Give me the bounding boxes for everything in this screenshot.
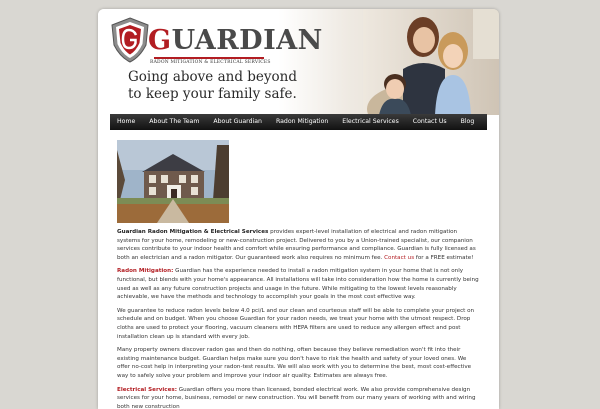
nav-about-guardian[interactable]: About Guardian [206, 114, 269, 130]
tagline-line-1: Going above and beyond [128, 69, 297, 86]
logo-subtitle: RADON MITIGATION & ELECTRICAL SERVICES [150, 60, 271, 65]
nav-home[interactable]: Home [110, 114, 142, 130]
nav-electrical-services[interactable]: Electrical Services [335, 114, 406, 130]
nav-blog[interactable]: Blog [454, 114, 482, 130]
logo-word: UARDIAN [172, 25, 323, 56]
guardian-shield-logo-icon[interactable] [110, 17, 150, 63]
logo-letter: G [148, 25, 172, 56]
owners-paragraph: Many property owners discover radon gas and then do nothing, often because they believe remediation won't fit into their existing maintenance budget. Guardian helps make sure you don't have to risk the health and safety of your loved ones. We offer no-cost help in interpreting your radon-test results. We will also work with you to determine the best, most cost-effective way to safely solve your problem and improve your indoor air quality. Estimates are always free. [117, 346, 479, 380]
main-content [117, 228, 479, 409]
contact-us-link[interactable]: Contact us [384, 255, 414, 261]
radon-text: Guardian has the experience needed to install a radon mitigation system in your home that is not only functional, but blends with your home's appearance. All installations will take into consideration how the home is currently being used as well as any future construction projects and usage in the future. While mitigating to the lowest levels reasonably achievable, we have the methods and technology to accomplish your goals in the most cost effective way. [117, 268, 479, 300]
family-photo [363, 9, 499, 115]
nav-radon-mitigation[interactable]: Radon Mitigation [269, 114, 335, 130]
logo-underline [154, 57, 264, 59]
guarantee-paragraph: We guarantee to reduce radon levels below 4.0 pci/L and our clean and courteous staff will be able to complete your project on schedule and on budget. When you choose Guardian for your radon needs, we treat your home with the utmost respect. Drop cloths are used to protect your flooring, vacuum cleaners with HEPA filters are used to reduce any allergen effect and post installation clean up is standard with every job. [117, 307, 479, 341]
electrical-text: Guardian offers you more than licensed, bonded electrical work. We also provide comprehensive design services for your home, business, remodel or new construction. You will benefit from our many years of working with and wiring both new construction [117, 387, 476, 409]
house-photo [117, 140, 229, 223]
intro-text: provides expert-level installation of electrical and radon mitigation systems for your home, remodeling or new-construction project. Delivered to you by a Union-trained specialist, our companion services contribute to your indoor health and comfort while ensuring performance and compliance. Guardian is fully licensed as both an electrician and a radon mitigator. Our guaranteed work also requires no minimum fee. [117, 229, 476, 261]
electrical-label: Electrical Services: [117, 387, 177, 393]
page-container [98, 9, 499, 409]
radon-paragraph [117, 267, 479, 301]
site-header [98, 9, 499, 115]
tagline-line-2: to keep your family safe. [128, 86, 297, 103]
tagline [128, 69, 297, 103]
nav-contact-us[interactable]: Contact Us [406, 114, 454, 130]
logo-wordmark[interactable] [148, 25, 323, 56]
main-nav [110, 114, 487, 130]
nav-about-the-team[interactable]: About The Team [142, 114, 206, 130]
intro-company-name: Guardian Radon Mitigation & Electrical Services [117, 229, 268, 235]
electrical-paragraph [117, 386, 479, 409]
intro-paragraph [117, 228, 479, 262]
intro-end: for a FREE estimate! [414, 255, 473, 261]
radon-label: Radon Mitigation: [117, 268, 173, 274]
